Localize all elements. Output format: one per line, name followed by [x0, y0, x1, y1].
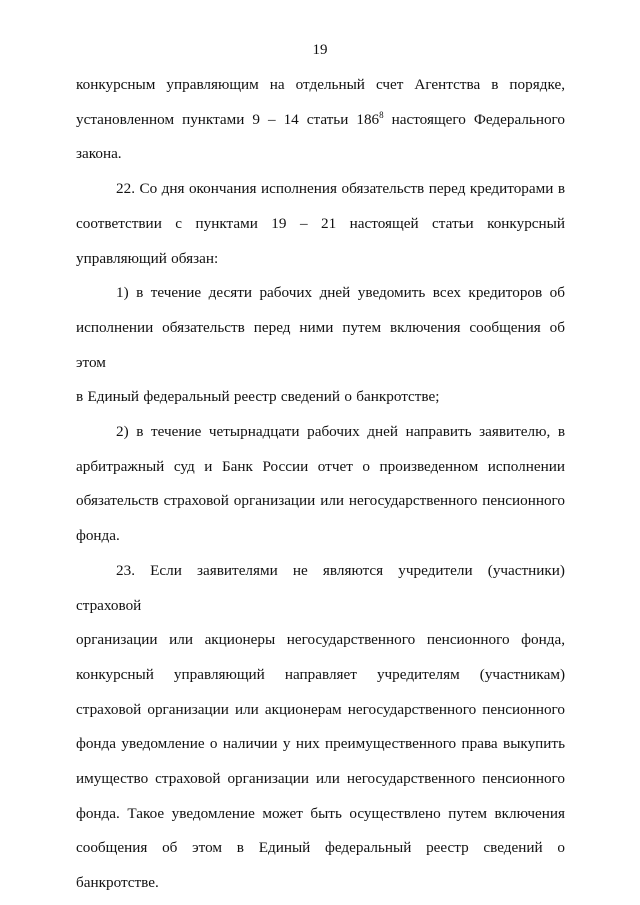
page-number: 19: [312, 42, 328, 58]
text-segment: установленном пунктами 9 – 14 статьи 186: [76, 110, 380, 128]
text-line: фонда.: [76, 527, 120, 545]
text-line: 23. Если заявителями не являются учредители (участники) страховой: [76, 561, 565, 614]
paragraph-22-item-1: [76, 276, 565, 415]
paragraph-23: [76, 554, 565, 901]
superscript: 8: [379, 109, 384, 120]
text-line: исполнении обязательств перед ними путем включения сообщения об этом: [76, 318, 565, 371]
text-line: в Единый федеральный реестр сведений о банкротстве;: [76, 388, 440, 406]
text-line: арбитражный суд и Банк России отчет о произведенном исполнении: [76, 457, 565, 475]
text-line: [76, 103, 565, 138]
text-line: страховой организации или акционерам негосударственного пенсионного: [76, 700, 565, 718]
text-line: конкурсный управляющий направляет учредителям (участникам): [76, 665, 565, 683]
text-line: управляющий обязан:: [76, 249, 219, 267]
paragraph-22: [76, 172, 565, 276]
text-line: конкурсным управляющим на отдельный счет Агентства в порядке,: [76, 76, 565, 93]
text-line: соответствии с пунктами 19 – 21 настоящей статьи конкурсный: [76, 214, 565, 232]
text-line: имущество страховой организации или негосударственного пенсионного: [76, 770, 565, 788]
text-segment: настоящего Федерального: [383, 110, 565, 128]
paragraph-22-item-2: [76, 415, 565, 554]
paragraph-continuation: [76, 68, 565, 172]
text-line: 1) в течение десяти рабочих дней уведомить всех кредиторов об: [116, 284, 565, 302]
document-body: [76, 68, 565, 901]
text-line: организации или акционеры негосударственного пенсионного фонда,: [76, 631, 565, 649]
text-line: 22. Со дня окончания исполнения обязательств перед кредиторами в: [116, 180, 565, 198]
text-line: закона.: [76, 145, 122, 163]
text-line: фонда уведомление о наличии у них преимущественного права выкупить: [76, 735, 565, 753]
text-line: сообщения об этом в Единый федеральный реестр сведений о банкротстве.: [76, 839, 565, 892]
text-line: обязательств страховой организации или негосударственного пенсионного: [76, 492, 565, 510]
text-line: 2) в течение четырнадцати рабочих дней направить заявителю, в: [116, 423, 565, 441]
text-line: фонда. Такое уведомление может быть осуществлено путем включения: [76, 804, 565, 822]
